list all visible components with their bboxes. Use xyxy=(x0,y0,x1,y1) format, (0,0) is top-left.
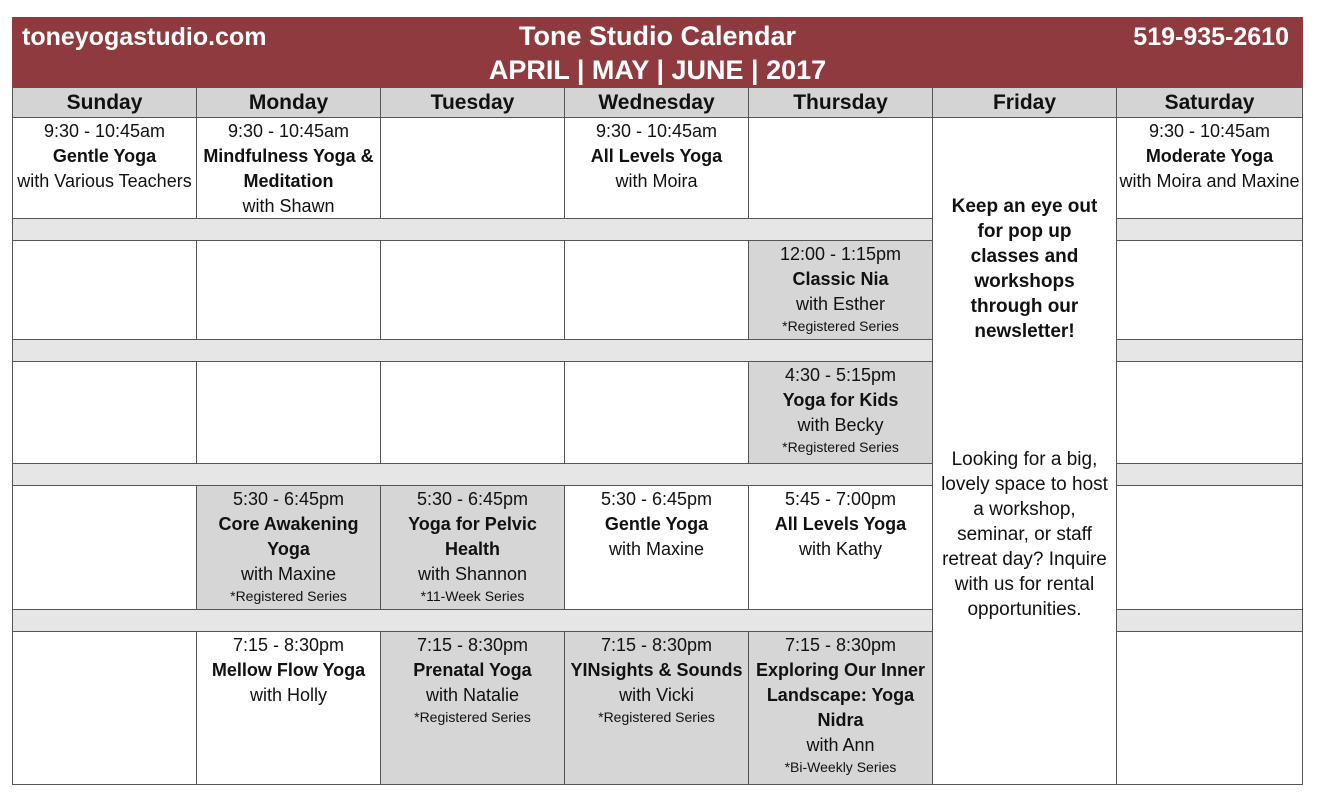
row-separator xyxy=(1116,463,1303,486)
empty-slot xyxy=(380,117,565,219)
day-header-thursday: Thursday xyxy=(748,87,933,118)
class-time: 4:30 - 5:15pm xyxy=(784,365,897,385)
class-teacher: with Shannon xyxy=(417,564,528,584)
day-header-tuesday: Tuesday xyxy=(380,87,565,118)
class-teacher: with Maxine xyxy=(608,539,705,559)
class-name: Mindfulness Yoga & Meditation xyxy=(203,146,374,191)
class-slot xyxy=(1116,117,1303,219)
class-slot xyxy=(380,485,565,610)
day-header-monday: Monday xyxy=(196,87,381,118)
phone-number: 519-935-2610 xyxy=(1133,23,1289,51)
empty-slot xyxy=(380,361,565,464)
empty-slot xyxy=(564,240,749,340)
schedule-grid xyxy=(12,87,1303,785)
website-url: toneyogastudio.com xyxy=(22,23,267,51)
empty-slot xyxy=(196,240,381,340)
class-name: Gentle Yoga xyxy=(604,514,709,534)
class-teacher: with Esther xyxy=(795,294,886,314)
class-slot xyxy=(564,485,749,610)
day-header-saturday: Saturday xyxy=(1116,87,1303,118)
row-separator xyxy=(1116,609,1303,632)
empty-slot xyxy=(1116,631,1303,785)
empty-slot xyxy=(564,361,749,464)
empty-slot xyxy=(1116,240,1303,340)
calendar-season: APRIL | MAY | JUNE | 2017 xyxy=(488,55,827,85)
calendar-title: Tone Studio Calendar xyxy=(518,21,796,51)
class-slot xyxy=(564,117,749,219)
class-name: Gentle Yoga xyxy=(52,146,157,166)
class-slot xyxy=(196,117,381,219)
class-time: 9:30 - 10:45am xyxy=(595,121,718,141)
class-slot xyxy=(748,485,933,610)
empty-slot xyxy=(12,240,197,340)
class-name: Core Awakening Yoga xyxy=(218,514,359,559)
empty-slot xyxy=(12,485,197,610)
class-teacher: with Moira and Maxine xyxy=(1119,171,1300,191)
class-name: YINsights & Sounds xyxy=(570,660,743,680)
empty-slot xyxy=(196,361,381,464)
empty-slot xyxy=(1116,361,1303,464)
class-slot xyxy=(748,361,933,464)
class-time: 7:15 - 8:30pm xyxy=(416,635,529,655)
class-name: Yoga for Pelvic Health xyxy=(408,514,537,559)
class-teacher: with Maxine xyxy=(240,564,337,584)
class-time: 9:30 - 10:45am xyxy=(43,121,166,141)
class-teacher: with Moira xyxy=(615,171,698,191)
class-time: 9:30 - 10:45am xyxy=(227,121,350,141)
class-name: Yoga for Kids xyxy=(782,390,899,410)
empty-slot xyxy=(12,361,197,464)
class-note: *Registered Series xyxy=(230,588,347,604)
day-header-friday: Friday xyxy=(932,87,1117,118)
class-name: Classic Nia xyxy=(792,269,889,289)
friday-info-panel xyxy=(932,117,1117,785)
class-teacher: with Ann xyxy=(806,735,875,755)
row-separator xyxy=(12,463,933,486)
rental-notice: Looking for a big, lovely space to host a workshop, seminar, or staff retreat day? Inquire with us for rental opportunities. xyxy=(941,449,1108,620)
class-slot xyxy=(12,117,197,219)
class-name: Moderate Yoga xyxy=(1145,146,1274,166)
class-note: *Registered Series xyxy=(782,439,899,455)
class-teacher: with Becky xyxy=(797,415,884,435)
class-time: 5:30 - 6:45pm xyxy=(416,489,529,509)
class-slot xyxy=(564,631,749,785)
day-header-sunday: Sunday xyxy=(12,87,197,118)
class-teacher: with Vicki xyxy=(619,685,694,705)
class-note: *Registered Series xyxy=(782,318,899,334)
empty-slot xyxy=(380,240,565,340)
class-slot xyxy=(748,631,933,785)
class-time: 7:15 - 8:30pm xyxy=(784,635,897,655)
class-slot xyxy=(380,631,565,785)
row-separator xyxy=(12,218,933,241)
class-name: Prenatal Yoga xyxy=(413,660,532,680)
class-note: *Registered Series xyxy=(598,709,715,725)
class-name: All Levels Yoga xyxy=(590,146,723,166)
class-time: 5:30 - 6:45pm xyxy=(600,489,713,509)
class-time: 5:30 - 6:45pm xyxy=(232,489,345,509)
day-header-wednesday: Wednesday xyxy=(564,87,749,118)
row-separator xyxy=(12,339,933,362)
class-teacher: with Natalie xyxy=(425,685,520,705)
empty-slot xyxy=(1116,485,1303,610)
class-time: 7:15 - 8:30pm xyxy=(232,635,345,655)
class-slot xyxy=(196,631,381,785)
empty-slot xyxy=(12,631,197,785)
class-time: 7:15 - 8:30pm xyxy=(600,635,713,655)
class-teacher: with Holly xyxy=(249,685,328,705)
class-slot xyxy=(748,240,933,340)
class-note: *Bi-Weekly Series xyxy=(784,759,897,775)
class-name: Exploring Our Inner Landscape: Yoga Nidra xyxy=(755,660,925,730)
class-slot xyxy=(196,485,381,610)
class-teacher: with Kathy xyxy=(798,539,883,559)
class-note: *Registered Series xyxy=(414,709,531,725)
class-teacher: with Shawn xyxy=(242,196,335,216)
class-name: All Levels Yoga xyxy=(774,514,907,534)
class-name: Mellow Flow Yoga xyxy=(211,660,366,680)
row-separator xyxy=(1116,218,1303,241)
class-note: *11-Week Series xyxy=(420,588,525,604)
row-separator xyxy=(12,609,933,632)
popup-classes-notice: Keep an eye out for pop up classes and workshops through our newsletter! xyxy=(951,196,1098,342)
empty-slot xyxy=(748,117,933,219)
class-time: 5:45 - 7:00pm xyxy=(784,489,897,509)
class-time: 9:30 - 10:45am xyxy=(1148,121,1271,141)
calendar-header xyxy=(12,17,1303,87)
class-teacher: with Various Teachers xyxy=(17,171,192,191)
class-time: 12:00 - 1:15pm xyxy=(779,244,902,264)
row-separator xyxy=(1116,339,1303,362)
